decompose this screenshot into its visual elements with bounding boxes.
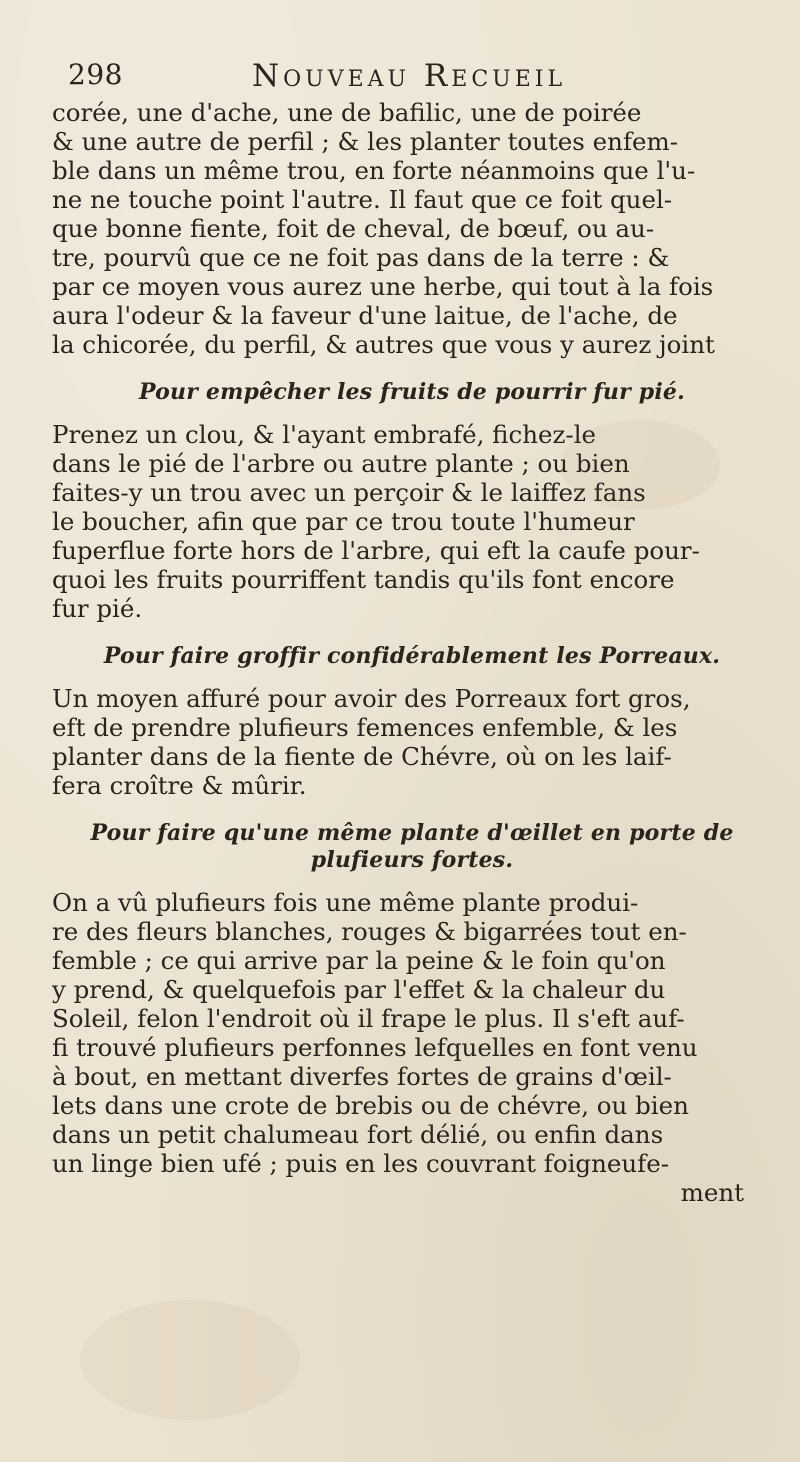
text-line: que bonne fiente, foit de cheval, de bœuf, ou au-: [52, 214, 655, 243]
text-line: ne ne touche point l'autre. Il faut que ce foit quel-: [52, 185, 673, 214]
text-line: y prend, & quelquefois par l'effet & la chaleur du: [52, 975, 666, 1004]
text-line: Soleil, felon l'endroit où il frape le plus. Il s'eft auf-: [52, 1004, 685, 1033]
text-line: & une autre de perfil ; & les planter toutes enfem-: [52, 127, 679, 156]
text-line: ble dans un même trou, en forte néanmoins que l'u-: [52, 156, 696, 185]
running-title: Nouveau Recueil: [252, 58, 567, 94]
text-line: par ce moyen vous aurez une herbe, qui tout à la fois: [52, 272, 714, 301]
text-line: dans un petit chalumeau fort délié, ou enfin dans: [52, 1120, 664, 1149]
text-line: quoi les fruits pourriffent tandis qu'ils font encore: [52, 565, 675, 594]
text-line: la chicorée, du perfil, & autres que vous y aurez joint: [52, 330, 715, 359]
section-body-oeillet: [52, 888, 772, 1207]
text-line: lets dans une crote de brebis ou de chévre, ou bien: [52, 1091, 689, 1120]
text-line: eft de prendre plufieurs femences enfemble, & les: [52, 713, 678, 742]
catchword: ment: [680, 1178, 744, 1207]
paper-stain: [560, 420, 720, 510]
text-line: faites-y un trou avec un perçoir & le laiffez fans: [52, 478, 646, 507]
text-line: un linge bien ufé ; puis en les couvrant foigneufe-: [52, 1149, 670, 1178]
text-line: Prenez un clou, & l'ayant embrafé, fichez-le: [52, 420, 597, 449]
text-line: fur pié.: [52, 594, 143, 623]
text-line: à bout, en mettant diverfes fortes de grains d'œil-: [52, 1062, 672, 1091]
section-body-porreaux: [52, 684, 772, 800]
section-heading-porreaux: [52, 643, 772, 670]
text-line: fi trouvé plufieurs perfonnes lefquelles en font venu: [52, 1033, 698, 1062]
section-heading-oeillet: [52, 820, 772, 874]
text-line: le boucher, afin que par ce trou toute l'humeur: [52, 507, 635, 536]
text-line: On a vû plufieurs fois une même plante produi-: [52, 888, 639, 917]
text-line: Un moyen affuré pour avoir des Porreaux fort gros,: [52, 684, 691, 713]
text-line: corée, une d'ache, une de bafilic, une de poirée: [52, 98, 642, 127]
text-line: fera croître & mûrir.: [52, 771, 307, 800]
text-line: femble ; ce qui arrive par la peine & le foin qu'on: [52, 946, 666, 975]
heading-line: Pour faire groffir confidérablement les Porreaux.: [103, 643, 721, 669]
text-line: fuperflue forte hors de l'arbre, qui eft la caufe pour-: [52, 536, 700, 565]
page-header: [52, 58, 772, 96]
heading-line: plufieurs fortes.: [310, 847, 514, 873]
heading-line: Pour empêcher les fruits de pourrir fur pié.: [139, 379, 685, 405]
text-line: planter dans de la fiente de Chévre, où on les laif-: [52, 742, 672, 771]
paragraph-continuation: [52, 98, 772, 359]
text-line: dans le pié de l'arbre ou autre plante ; ou bien: [52, 449, 630, 478]
text-line: re des fleurs blanches, rouges & bigarrées tout en-: [52, 917, 687, 946]
text-line: aura l'odeur & la faveur d'une laitue, de l'ache, de: [52, 301, 678, 330]
paper-stain: [80, 1300, 300, 1420]
text-line: tre, pourvû que ce ne foit pas dans de la terre : &: [52, 243, 670, 272]
heading-line: Pour faire qu'une même plante d'œillet en porte de: [90, 820, 734, 846]
page-number: 298: [68, 58, 123, 91]
section-heading-fruits: [52, 379, 772, 406]
